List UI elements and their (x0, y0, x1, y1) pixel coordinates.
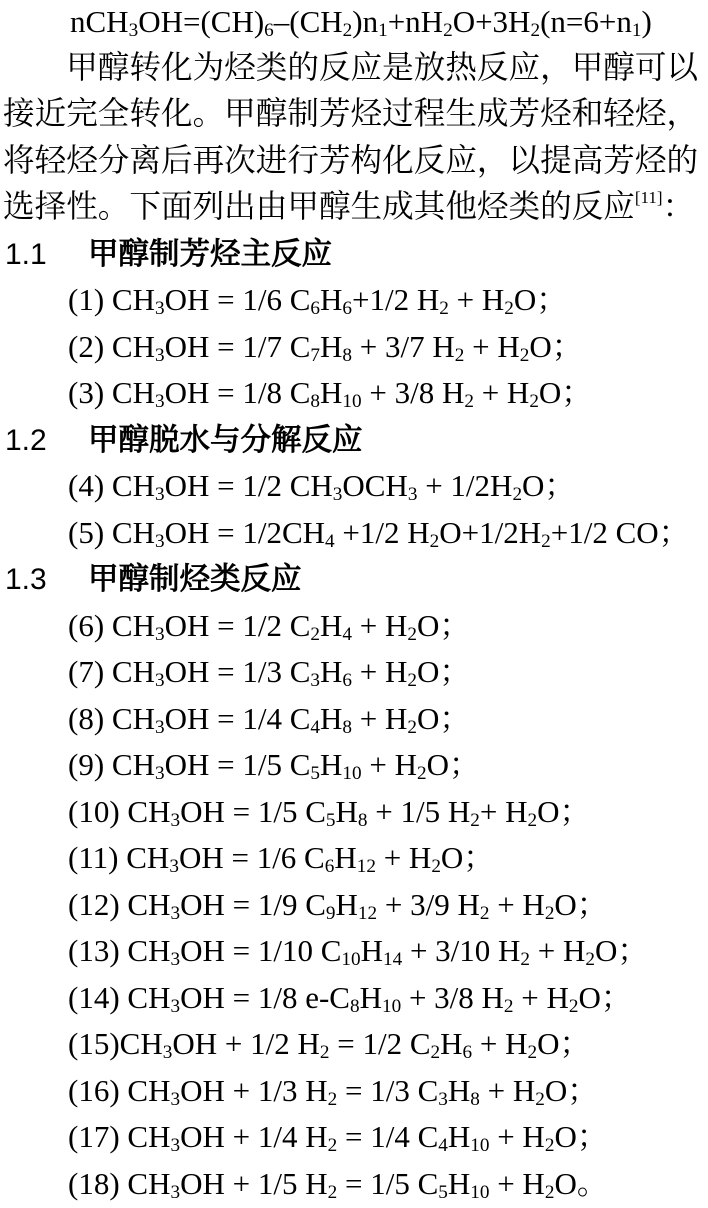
reaction-equation (0, 277, 708, 324)
reaction-number: (6) (68, 607, 105, 643)
formula-text: CH (119, 933, 171, 968)
formula-text: + 3/9 H (377, 886, 480, 922)
formula-subscript: 1 (378, 20, 388, 42)
formula-subscript: 2 (319, 1042, 330, 1064)
formula-subscript: 4 (325, 530, 335, 552)
formula-subscript: 2 (430, 1042, 441, 1064)
formula-text: O； (426, 747, 480, 782)
formula-subscript: 3 (170, 949, 181, 971)
formula-text: OH = 1/6 C (164, 282, 311, 317)
formula-subscript: 3 (170, 902, 181, 924)
reaction-number: (4) (68, 468, 105, 503)
formula-text: O； (537, 1026, 591, 1061)
citation-reference: [11] (634, 188, 663, 207)
formula-subscript: 1 (631, 20, 642, 42)
formula-text: + H (352, 700, 408, 736)
formula-text: +1/2 CO； (550, 514, 690, 550)
general-reaction-equation (0, 0, 708, 45)
formula-text: CH (104, 700, 155, 736)
formula-subscript: 2 (544, 902, 555, 924)
formula-subscript: 2 (431, 856, 441, 878)
formula-subscript: 2 (479, 902, 490, 924)
formula-subscript: 6 (324, 856, 335, 878)
reaction-number: (10) (68, 793, 120, 829)
formula-subscript: 5 (438, 1181, 448, 1203)
formula-subscript: 10 (381, 995, 402, 1017)
formula-text: + 3/10 H (402, 933, 521, 968)
formula-subscript: 3 (154, 391, 165, 413)
formula-subscript: 2 (429, 530, 440, 552)
formula-text: O； (554, 886, 608, 922)
formula-text: H (320, 282, 343, 317)
formula-text: + H (479, 1072, 536, 1108)
formula-subscript: 4 (342, 623, 352, 645)
section-heading (0, 417, 708, 464)
reaction-number: (16) (68, 1072, 120, 1108)
formula-subscript: 2 (512, 484, 523, 506)
formula-subscript: 3 (438, 1088, 448, 1110)
formula-subscript: 10 (470, 1135, 490, 1157)
formula-text: + H (489, 1119, 545, 1154)
formula-text: + H (352, 654, 408, 689)
formula-text: O； (554, 1119, 608, 1154)
formula-text: H (320, 375, 343, 410)
formula-text: + H (479, 793, 528, 829)
formula-text: + H (352, 607, 408, 643)
reaction-equation (0, 1068, 708, 1115)
reaction-equation (0, 928, 708, 975)
formula-text: OH = 1/4 C (164, 700, 311, 736)
paragraph-line: 接近完全转化。甲醇制芳烃过程生成芳烃和轻烃， (3, 96, 699, 132)
formula-subscript: 9 (325, 902, 336, 924)
formula-subscript: 2 (310, 623, 320, 645)
formula-subscript: 3 (154, 530, 165, 552)
reaction-number: (14) (68, 979, 120, 1015)
formula-text: OH + 1/3 H (180, 1072, 328, 1108)
formula-text: H (359, 979, 382, 1015)
reaction-number: (18) (68, 1165, 120, 1201)
reaction-list (0, 277, 708, 417)
formula-subscript: 3 (128, 20, 139, 42)
section-number: 1.3 (5, 563, 47, 596)
reaction-equation (0, 975, 708, 1022)
formula-subscript: 3 (154, 716, 165, 738)
reaction-list (0, 603, 708, 1208)
formula-text: CH (119, 793, 171, 829)
formula-text: CH (119, 979, 171, 1015)
formula-text: OH = 1/2 CH (164, 468, 333, 503)
formula-text: + 3/8 H (401, 979, 504, 1015)
reaction-equation (0, 510, 708, 557)
formula-subscript: 2 (503, 995, 514, 1017)
formula-text: +1/2 H (334, 514, 430, 550)
reaction-equation (0, 882, 708, 929)
formula-text: O+3H (452, 4, 531, 39)
formula-subscript: 3 (170, 809, 181, 831)
reaction-equation (0, 603, 708, 650)
reaction-number: (5) (68, 514, 105, 550)
formula-text: O； (544, 1072, 599, 1108)
formula-text: = 1/3 C (337, 1072, 439, 1108)
formula-subscript: 3 (170, 995, 181, 1017)
formula-text: OH = 1/8 C (164, 375, 311, 410)
formula-subscript: 8 (342, 716, 352, 738)
formula-subscript: 6 (342, 670, 352, 692)
formula-subscript: 14 (382, 949, 403, 971)
reaction-equation (0, 1161, 708, 1208)
formula-subscript: 3 (170, 1135, 181, 1157)
formula-text: H (440, 1026, 463, 1061)
formula-text: H (447, 1165, 471, 1201)
section-number: 1.2 (5, 423, 47, 457)
formula-text: CH (104, 654, 155, 689)
formula-subscript: 4 (310, 716, 320, 738)
reaction-number: (13) (68, 933, 120, 968)
formula-subscript: 8 (310, 391, 320, 413)
formula-text: H (447, 1072, 471, 1108)
formula-text: = 1/2 C (329, 1026, 431, 1061)
formula-text: CH (104, 375, 155, 410)
formula-subscript: 3 (154, 763, 165, 785)
formula-text: CH (104, 468, 155, 503)
formula-text: CH (119, 1026, 163, 1061)
formula-text: + H (489, 1165, 545, 1201)
formula-subscript: 8 (342, 344, 352, 366)
formula-subscript: 3 (170, 1181, 181, 1203)
reaction-number: (8) (68, 700, 105, 736)
formula-subscript: 12 (356, 856, 376, 878)
formula-text: OH = 1/8 e-C (180, 979, 350, 1015)
reaction-equation (0, 835, 708, 882)
formula-text: H (447, 1119, 471, 1154)
formula-subscript: 8 (470, 1088, 480, 1110)
formula-text: + H (530, 933, 586, 968)
reaction-number: (9) (68, 747, 105, 782)
formula-text: + H (464, 328, 520, 364)
reaction-number: (3) (68, 375, 105, 410)
reaction-number: (1) (68, 282, 105, 317)
formula-subscript: 6 (310, 298, 320, 320)
formula-text: OH + 1/4 H (180, 1119, 328, 1154)
formula-text: O； (513, 282, 568, 317)
formula-text: OH=(CH) (138, 4, 265, 39)
formula-text: OH = 1/5 C (180, 793, 326, 829)
formula-text: O； (522, 468, 576, 503)
reaction-list (0, 463, 708, 556)
formula-text: OH + 1/5 H (180, 1165, 328, 1201)
formula-subscript: 5 (325, 809, 336, 831)
formula-subscript: 3 (310, 670, 320, 692)
formula-subscript: 2 (454, 344, 465, 366)
formula-text: –(CH (273, 4, 343, 39)
reaction-number: (15) (68, 1026, 120, 1061)
formula-text: = 1/5 C (337, 1165, 439, 1201)
section-title: 甲醇脱水与分解反应 (88, 422, 363, 457)
paragraph-end-punctuation: ： (662, 189, 695, 225)
formula-text: CH (119, 886, 171, 922)
formula-text: OH = 1/6 C (178, 840, 325, 875)
formula-text: CH (119, 1119, 171, 1154)
formula-subscript: 2 (544, 1181, 555, 1203)
formula-text: O+1/2H (439, 514, 542, 550)
formula-subscript: 2 (520, 949, 531, 971)
formula-text: (n=6+n (540, 4, 632, 39)
formula-subscript: 2 (407, 670, 417, 692)
formula-subscript: 2 (407, 716, 417, 738)
reaction-equation (0, 324, 708, 371)
formula-text: OCH (342, 468, 408, 503)
paragraph-line: 将轻烃分离后再次进行芳构化反应，以提高芳烃的 (3, 142, 699, 179)
formula-text: ) (641, 4, 652, 39)
paragraph-line-text: 选择性。下面列出由甲醇生成其他烃类的反应 (3, 189, 635, 225)
formula-text: + H (448, 282, 505, 317)
formula-text: O。 (554, 1165, 608, 1201)
reaction-number: (12) (68, 886, 120, 922)
formula-text: H (335, 886, 358, 922)
formula-subscript: 3 (162, 1042, 173, 1064)
formula-subscript: 2 (443, 20, 453, 42)
formula-text: + H (473, 375, 530, 410)
formula-subscript: 3 (169, 856, 179, 878)
formula-subscript: 2 (527, 809, 538, 831)
reaction-number: (7) (68, 654, 105, 689)
formula-text: CH (104, 607, 155, 643)
formula-subscript: 2 (527, 1042, 538, 1064)
formula-text: CH (119, 1072, 171, 1108)
formula-text: + H (513, 979, 569, 1015)
formula-subscript: 3 (154, 623, 165, 645)
formula-text: + H (361, 747, 417, 782)
formula-subscript: 2 (544, 1135, 555, 1157)
formula-text: CH (104, 328, 155, 364)
reaction-equation (0, 649, 708, 696)
formula-subscript: 6 (462, 1042, 473, 1064)
formula-text: H (320, 654, 343, 689)
formula-subscript: 3 (407, 484, 418, 506)
formula-subscript: 2 (407, 623, 417, 645)
formula-text: H (334, 840, 357, 875)
formula-text: OH = 1/5 C (164, 747, 311, 782)
formula-text: +nH (387, 4, 444, 39)
reaction-equation (0, 370, 708, 417)
formula-subscript: 3 (154, 298, 165, 320)
formula-subscript: 7 (310, 344, 320, 366)
formula-text: nCH (70, 4, 129, 39)
formula-text: CH (119, 1165, 171, 1201)
formula-subscript: 12 (357, 902, 378, 924)
formula-text: OH = 1/2CH (164, 514, 326, 550)
formula-text: = 1/4 C (337, 1119, 439, 1154)
formula-text: OH = 1/2 C (164, 607, 311, 643)
formula-subscript: 8 (349, 995, 360, 1017)
formula-subscript: 2 (416, 763, 427, 785)
formula-text: H (320, 700, 343, 736)
formula-text: O； (416, 607, 471, 643)
formula-subscript: 6 (342, 298, 352, 320)
formula-text: O； (416, 700, 471, 736)
formula-text: CH (104, 747, 155, 782)
formula-subscript: 10 (342, 391, 362, 413)
reaction-number: (17) (68, 1119, 120, 1154)
formula-text: CH (104, 282, 155, 317)
formula-text: O； (578, 979, 632, 1015)
formula-subscript: 2 (541, 530, 551, 552)
formula-subscript: 3 (170, 1088, 181, 1110)
formula-text: + 1/2H (417, 468, 513, 503)
formula-subscript: 3 (154, 344, 165, 366)
formula-text: + H (489, 886, 545, 922)
section-title: 甲醇制烃类反应 (88, 562, 302, 596)
formula-text: CH (104, 514, 155, 550)
formula-subscript: 2 (529, 391, 539, 413)
formula-text: O； (529, 328, 583, 364)
reaction-equation (0, 789, 708, 836)
formula-text: OH = 1/10 C (180, 933, 342, 968)
formula-text: OH = 1/7 C (164, 328, 311, 364)
formula-subscript: 2 (464, 391, 474, 413)
reaction-equation (0, 696, 708, 743)
section-title: 甲醇制芳烃主反应 (88, 236, 332, 271)
formula-subscript: 6 (264, 20, 274, 42)
formula-subscript: 3 (154, 670, 165, 692)
formula-subscript: 10 (341, 949, 361, 971)
section-heading (0, 556, 708, 603)
formula-subscript: 2 (327, 1181, 338, 1203)
formula-text: O； (440, 840, 495, 875)
formula-text: + H (472, 1026, 528, 1061)
formula-text: O； (538, 375, 593, 410)
formula-text: +1/2 H (352, 282, 440, 317)
formula-subscript: 10 (342, 763, 362, 785)
formula-text: + H (375, 840, 432, 875)
section-number: 1.1 (5, 237, 47, 271)
paragraph-line-last (0, 184, 698, 231)
formula-subscript: 2 (327, 1135, 338, 1157)
reaction-equation (0, 1114, 708, 1161)
formula-subscript: 3 (332, 484, 343, 506)
formula-subscript: 3 (154, 484, 165, 506)
formula-text: + 3/8 H (361, 375, 465, 410)
paragraph-line: 甲醇转化为烃类的反应是放热反应，甲醇可以 (66, 49, 699, 86)
formula-text: OH = 1/3 C (164, 654, 311, 689)
section-heading (0, 231, 708, 278)
formula-subscript: 2 (519, 344, 530, 366)
formula-subscript: 2 (585, 949, 596, 971)
formula-subscript: 2 (535, 1088, 545, 1110)
formula-subscript: 2 (568, 995, 579, 1017)
formula-text: CH (118, 840, 170, 875)
reaction-number: (2) (68, 328, 105, 364)
formula-text: H (335, 793, 358, 829)
formula-text: H (320, 607, 343, 643)
formula-subscript: 2 (327, 1088, 338, 1110)
reaction-equation (0, 463, 708, 510)
formula-subscript: 2 (530, 20, 541, 42)
reaction-equation (0, 742, 708, 789)
formula-text: O； (595, 933, 649, 968)
formula-subscript: 8 (357, 809, 368, 831)
formula-text: H (320, 747, 343, 782)
formula-subscript: 10 (470, 1181, 490, 1203)
formula-text: H (320, 328, 343, 364)
formula-subscript: 2 (342, 20, 353, 42)
formula-subscript: 2 (470, 809, 480, 831)
formula-text: O； (416, 654, 471, 689)
formula-text: OH + 1/2 H (172, 1026, 320, 1061)
formula-text: O； (537, 793, 591, 829)
formula-subscript: 2 (504, 298, 514, 320)
reaction-number: (11) (68, 840, 119, 875)
formula-text: OH = 1/9 C (180, 886, 326, 922)
formula-subscript: 4 (438, 1135, 448, 1157)
formula-subscript: 2 (439, 298, 449, 320)
formula-subscript: 5 (310, 763, 320, 785)
formula-text: + 3/7 H (352, 328, 455, 364)
formula-text: H (360, 933, 383, 968)
reaction-equation (0, 1021, 708, 1068)
formula-text: + 1/5 H (367, 793, 471, 829)
formula-text: )n (352, 4, 379, 39)
